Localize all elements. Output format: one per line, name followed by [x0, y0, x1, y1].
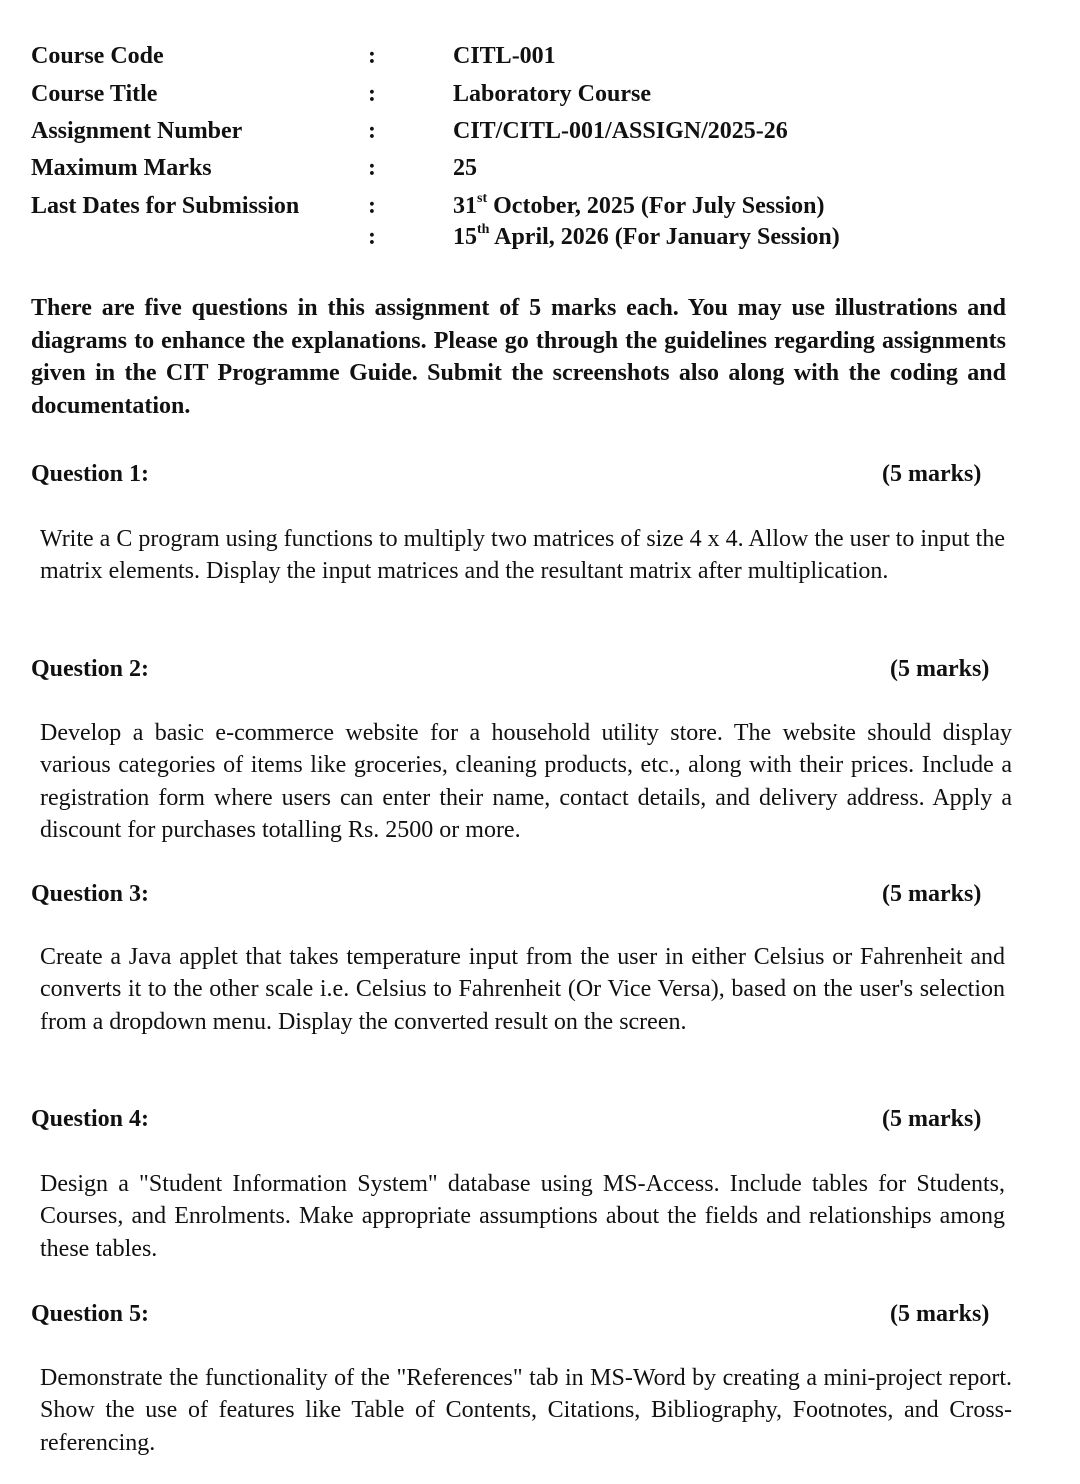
question-2-title: Question 2: — [31, 656, 150, 682]
course-code-label: Course Code — [31, 43, 164, 69]
submission-date-january — [453, 223, 840, 251]
course-title-label: Course Title — [31, 81, 158, 107]
question-2-marks: (5 marks) — [890, 656, 990, 682]
course-title-value: Laboratory Course — [453, 81, 651, 107]
question-3-title: Question 3: — [31, 881, 150, 907]
maximum-marks-value: 25 — [453, 155, 477, 181]
colon: : — [368, 155, 376, 181]
date-day: 31 — [453, 193, 477, 219]
question-5-marks: (5 marks) — [890, 1301, 990, 1327]
date-suffix: th — [477, 222, 490, 237]
question-2-text: Develop a basic e-commerce website for a household utility store. The website should display various categories of items like groceries, cleaning products, etc., along with their prices. Include a registration form where users can enter their name, contact details, and delivery address. Apply a discount for purchases totalling Rs. 2500 or more. — [40, 720, 1012, 844]
question-4-marks: (5 marks) — [882, 1106, 982, 1132]
date-day: 15 — [453, 224, 477, 250]
date-rest: April, 2026 (For January Session) — [489, 224, 840, 250]
colon: : — [368, 224, 376, 250]
maximum-marks-label: Maximum Marks — [31, 155, 212, 181]
question-5-title: Question 5: — [31, 1301, 150, 1327]
submission-label: Last Dates for Submission — [31, 193, 300, 219]
question-3-marks: (5 marks) — [882, 881, 982, 907]
colon: : — [368, 118, 376, 144]
assignment-number-value: CIT/CITL-001/ASSIGN/2025-26 — [453, 118, 788, 144]
colon: : — [368, 193, 376, 219]
instructions-paragraph: There are five questions in this assignment of 5 marks each. You may use illustrations and diagrams to enhance the explanations. Please go through the guidelines regarding assignments given in the CIT Programme Guide. Submit the screenshots also along with the coding and documentation. — [31, 295, 1006, 420]
question-4-title: Question 4: — [31, 1106, 150, 1132]
question-1-marks: (5 marks) — [882, 461, 982, 487]
colon: : — [368, 81, 376, 107]
date-suffix: st — [477, 191, 488, 206]
assignment-number-label: Assignment Number — [31, 118, 243, 144]
question-5-text: Demonstrate the functionality of the "References" tab in MS-Word by creating a mini-project report. Show the use of features like Table of Contents, Citations, Bibliography, Footnotes, and Cross-referencing. — [40, 1365, 1012, 1456]
question-3-text: Create a Java applet that takes temperature input from the user in either Celsius or Fahrenheit and converts it to the other scale i.e. Celsius to Fahrenheit (Or Vice Versa), based on the user's selection from a dropdown menu. Display the converted result on the screen. — [40, 944, 1005, 1035]
colon: : — [368, 43, 376, 69]
submission-date-july — [453, 192, 824, 220]
question-1-title: Question 1: — [31, 461, 150, 487]
course-code-value: CITL-001 — [453, 43, 556, 69]
question-4-text: Design a "Student Information System" database using MS-Access. Include tables for Students, Courses, and Enrolments. Make appropriate assumptions about the fields and relationships among these tables. — [40, 1171, 1005, 1262]
question-1-text: Write a C program using functions to multiply two matrices of size 4 x 4. Allow the user to input the matrix elements. Display the input matrices and the resultant matrix after multiplication. — [40, 526, 1005, 585]
date-rest: October, 2025 (For July Session) — [487, 193, 825, 219]
